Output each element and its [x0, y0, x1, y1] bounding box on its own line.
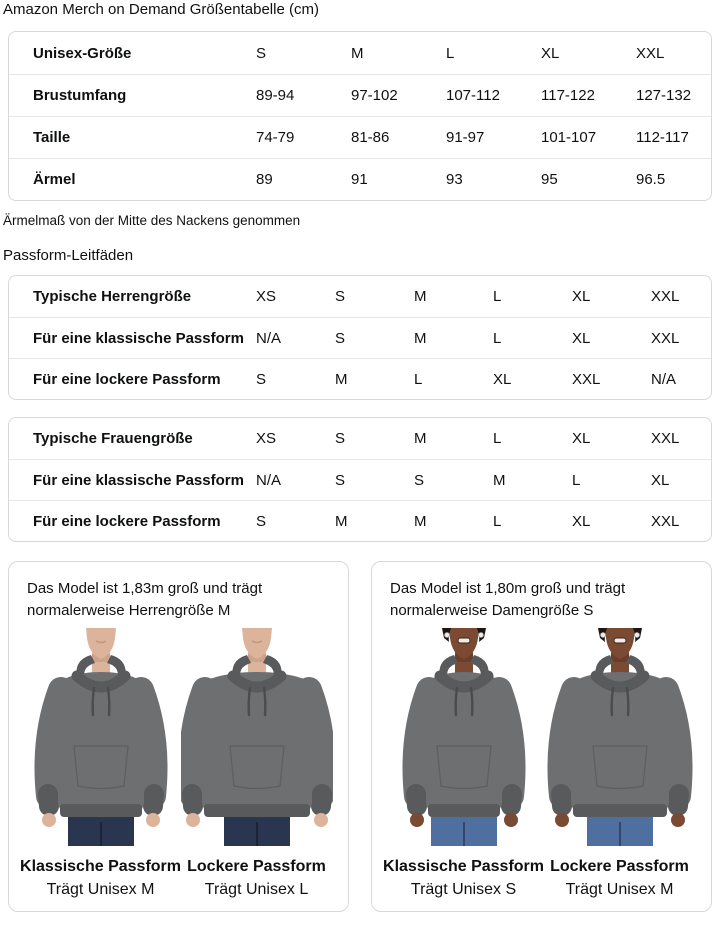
size-cell: 89 [256, 171, 273, 188]
model-photo [25, 628, 177, 846]
size-cell: 107-112 [446, 87, 500, 104]
model-card-women [371, 561, 712, 912]
row-label: Für eine lockere Passform [33, 370, 221, 388]
size-cell: N/A [256, 329, 282, 347]
size-cell: S [335, 430, 346, 447]
size-cell: XL [541, 44, 560, 62]
table-row [9, 358, 711, 399]
size-cell: 112-117 [636, 129, 689, 146]
size-cell: S [256, 370, 267, 388]
model-photo-figure [20, 628, 181, 899]
model-photo [181, 628, 333, 846]
fit-label: Klassische Passform [383, 858, 544, 875]
row-label: Brustumfang [33, 87, 127, 104]
size-cell: 95 [541, 171, 558, 188]
size-cell: XL [572, 288, 591, 305]
size-cell: 93 [446, 171, 463, 188]
row-label: Für eine klassische Passform [33, 471, 244, 489]
size-cell: S [335, 288, 346, 305]
size-cell: XL [572, 329, 591, 347]
size-cell: L [572, 471, 581, 489]
size-cell: 97-102 [351, 87, 398, 104]
size-cell: XXL [636, 44, 665, 62]
size-cell: L [493, 512, 502, 530]
model-photo [388, 628, 540, 846]
model-photos [19, 628, 338, 899]
model-photo [544, 628, 696, 846]
table-row [9, 418, 711, 459]
sleeve-measure-note: Ärmelmaß von der Mitte des Nackens genommen [3, 213, 301, 228]
size-cell: XL [572, 512, 591, 530]
size-cell: M [414, 329, 427, 347]
table-row [9, 459, 711, 500]
size-cell: 91-97 [446, 129, 485, 146]
fit-table-women [8, 417, 712, 542]
size-label: Trägt Unisex L [204, 881, 309, 898]
table-row [9, 317, 711, 358]
size-cell: S [335, 329, 346, 347]
size-cell: S [256, 44, 267, 62]
size-cell: XS [256, 288, 277, 305]
table-row [9, 74, 711, 116]
fit-label: Lockere Passform [550, 858, 689, 875]
size-cell: M [414, 512, 427, 530]
size-cell: M [335, 370, 348, 388]
table-row [9, 32, 711, 74]
row-label: Typische Herrengröße [33, 288, 192, 305]
size-cell: 96.5 [636, 171, 666, 188]
model-photo-figure [383, 628, 544, 899]
table-row [9, 116, 711, 158]
table-row [9, 276, 711, 317]
size-cell: XL [493, 370, 512, 388]
table-row [9, 158, 711, 200]
model-description: Das Model ist 1,83m groß und trägt normalerweise Herrengröße M [27, 580, 263, 619]
page-title: Amazon Merch on Demand Größentabelle (cm) [3, 1, 319, 18]
model-photo-figure [181, 628, 333, 899]
size-label: Trägt Unisex M [46, 881, 155, 898]
size-cell: L [493, 430, 502, 447]
size-cell: 91 [351, 171, 368, 188]
model-card-men [8, 561, 349, 912]
fit-label: Klassische Passform [20, 858, 181, 875]
size-cell: XXL [651, 288, 680, 305]
row-label: Ärmel [33, 171, 76, 188]
row-label: Taille [33, 129, 71, 146]
size-table [8, 31, 712, 201]
size-cell: N/A [651, 370, 677, 388]
size-cell: XS [256, 430, 277, 447]
size-cell: 81-86 [351, 129, 390, 146]
row-label: Unisex-Größe [33, 44, 132, 62]
row-label: Typische Frauengröße [33, 430, 193, 447]
model-description: Das Model ist 1,80m groß und trägt normalerweise Damengröße S [390, 580, 626, 619]
size-cell: L [414, 370, 423, 388]
size-cell: XXL [651, 329, 680, 347]
size-cell: L [493, 329, 502, 347]
size-cell: 117-122 [541, 87, 595, 104]
fit-guides-title: Passform-Leitfäden [3, 247, 134, 264]
size-cell: M [335, 512, 348, 530]
size-cell: L [446, 44, 455, 62]
size-cell: S [256, 512, 267, 530]
size-cell: 74-79 [256, 129, 295, 146]
table-row [9, 500, 711, 541]
size-label: Trägt Unisex M [565, 881, 674, 898]
size-cell: M [414, 288, 427, 305]
size-cell: L [493, 288, 502, 305]
size-cell: XXL [572, 370, 601, 388]
model-photos [382, 628, 701, 899]
fit-table-men [8, 275, 712, 400]
size-cell: 127-132 [636, 87, 692, 104]
model-photo-figure [544, 628, 696, 899]
size-cell: 101-107 [541, 129, 597, 146]
size-cell: S [414, 471, 425, 489]
row-label: Für eine lockere Passform [33, 512, 221, 530]
size-cell: XL [651, 471, 670, 489]
size-cell: 89-94 [256, 87, 295, 104]
fit-label: Lockere Passform [187, 858, 326, 875]
model-cards-row [8, 561, 712, 912]
size-cell: M [351, 44, 364, 62]
size-cell: M [414, 430, 427, 447]
size-cell: N/A [256, 471, 282, 489]
size-cell: XXL [651, 430, 680, 447]
size-cell: S [335, 471, 346, 489]
size-cell: M [493, 471, 506, 489]
size-cell: XL [572, 430, 591, 447]
size-cell: XXL [651, 512, 680, 530]
size-label: Trägt Unisex S [410, 881, 517, 898]
row-label: Für eine klassische Passform [33, 329, 244, 347]
